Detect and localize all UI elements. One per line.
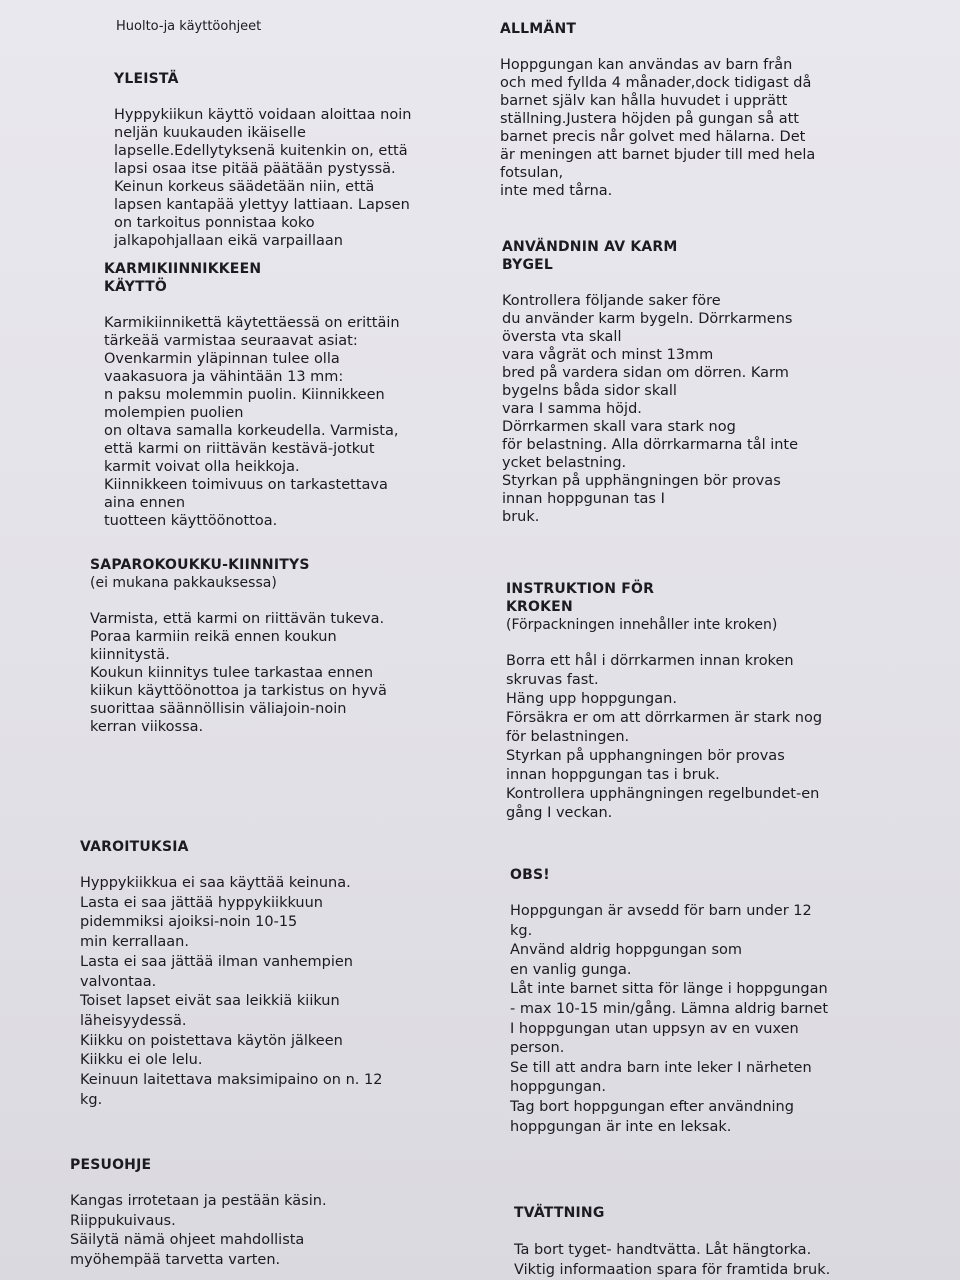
- section-subheading: KÄYTTÖ: [104, 279, 168, 295]
- section-karmikiinnikkeen: [104, 260, 470, 530]
- section-subheading: BYGEL: [502, 257, 554, 273]
- section-heading: YLEISTÄ: [114, 71, 179, 87]
- section-saparokoukku: [90, 556, 470, 736]
- section-obs: [510, 866, 932, 1137]
- section-heading: PESUOHJE: [70, 1157, 152, 1173]
- section-heading: SAPAROKOUKKU-KIINNITYS: [90, 557, 310, 573]
- section-heading: OBS!: [510, 867, 550, 883]
- section-body: Hyppykiikkua ei saa käyttää keinuna. Lasta ei saa jättää hyppykiikkuun pidemmiksi ajoiksi-noin 10-15 min kerrallaan. Lasta ei saa jättää ilman vanhempien valvontaa. Toiset lapset eivät saa leikkiä kiikun läheisyydessä. Kiikku on poistettava käytön jälkeen Kiikku ei ole lelu. Keinuun laitettava maksimipaino on n. 12 kg.: [80, 875, 383, 1108]
- section-body: Hoppgungan är avsedd för barn under 12 kg. Använd aldrig hoppgungan som en vanlig gunga. Låt inte barnet sitta för länge i hoppgungan - max 10-15 min/gång. Lämna aldrig barnet I hoppgungan utan uppsyn av en vuxen person. Se till att andra barn inte leker I närheten hoppgungan. Tag bort hoppgungan efter användning hoppgungan är inte en leksak.: [510, 903, 829, 1135]
- section-heading: KARMIKIINNIKKEEN: [104, 261, 262, 277]
- section-varoituksia: [80, 838, 470, 1110]
- section-heading: INSTRUKTION FÖR: [506, 581, 655, 597]
- section-body: Hoppgungan kan användas av barn från och med fyllda 4 månader,dock tidigast då barnet själv kan hålla huvudet i upprätt ställning.Justera höjden på gungan så att barnet precis når golvet med hälarna. Det är meningen att barnet bjuder till med hela fotsulan, inte med tårna.: [500, 57, 816, 199]
- section-pesuohje: [70, 1156, 470, 1270]
- section-yleista: [114, 70, 470, 250]
- section-allmant: [500, 20, 932, 200]
- document-title: Huolto-ja käyttöohjeet: [116, 19, 262, 34]
- section-anvandnin: [502, 238, 932, 526]
- section-body: Hyppykiikun käyttö voidaan aloittaa noin neljän kuukauden ikäiselle lapselle.Edellytyksenä kuitenkin on, että lapsi osaa itse pitää päätään pystyssä. Keinun korkeus säädetään niin, että lapsen kantapää ylettyy lattiaan. Lapsen on tarkoitus ponnistaa koko jalkapohjallaan eikä varpaillaan: [114, 107, 412, 249]
- section-body: Varmista, että karmi on riittävän tukeva. Poraa karmiin reikä ennen koukun kiinnitystä. Koukun kiinnitys tulee tarkastaa ennen kiikun käyttöönottoa ja tarkistus on hyvä suorittaa säännöllisin väliajoin-noin kerran viikossa.: [90, 611, 387, 735]
- section-subheading: (ei mukana pakkauksessa): [90, 575, 277, 591]
- section-tvattning: [514, 1204, 932, 1280]
- section-instruktion: [506, 580, 932, 823]
- section-body: Kontrollera följande saker före du använder karm bygeln. Dörrkarmens översta vta skall vara vågrät och minst 13mm bred på vardera sidan om dörren. Karm bygelns båda sidor skall vara I samma höjd. Dörrkarmen skall vara stark nog för belastning. Alla dörrkarmarna tål inte ycket belastning. Styrkan på upphängningen bör provas innan hoppgunan tas I bruk.: [502, 293, 799, 525]
- section-subheading: KROKEN: [506, 599, 573, 615]
- section-heading: VAROITUKSIA: [80, 839, 189, 855]
- section-body: Ta bort tyget- handtvätta. Låt hängtorka. Viktig informaation spara för framtida bruk.: [514, 1242, 831, 1278]
- section-heading: ANVÄNDNIN AV KARM: [502, 239, 678, 255]
- section-body: Karmikiinnikettä käytettäessä on erittäin tärkeää varmistaa seuraavat asiat: Ovenkarmin yläpinnan tulee olla vaakasuora ja vähintään 13 mm: n paksu molemmin puolin. Kiinnikkeen molempien puolien on oltava samalla korkeudella. Varmista, että karmi on riittävän kestävä-jotkut karmit voivat olla heikkoja. Kiinnikkeen toimivuus on tarkastettava aina ennen tuotteen käyttöönottoa.: [104, 315, 400, 529]
- section-heading: TVÄTTNING: [514, 1205, 605, 1221]
- section-note: (Förpackningen innehåller inte kroken): [506, 617, 778, 633]
- section-body: Kangas irrotetaan ja pestään käsin. Riippukuivaus. Säilytä nämä ohjeet mahdollista myöhempää tarvetta varten.: [70, 1193, 327, 1268]
- section-body: Borra ett hål i dörrkarmen innan kroken skruvas fast. Häng upp hoppgungan. Försäkra er om att dörrkarmen är stark nog för belastningen. Styrkan på upphangningen bör provas innan hoppgungan tas i bruk. Kontrollera upphängningen regelbundet-en gång I veckan.: [506, 653, 823, 821]
- document-title-block: [116, 18, 470, 36]
- section-heading: ALLMÄNT: [500, 21, 577, 37]
